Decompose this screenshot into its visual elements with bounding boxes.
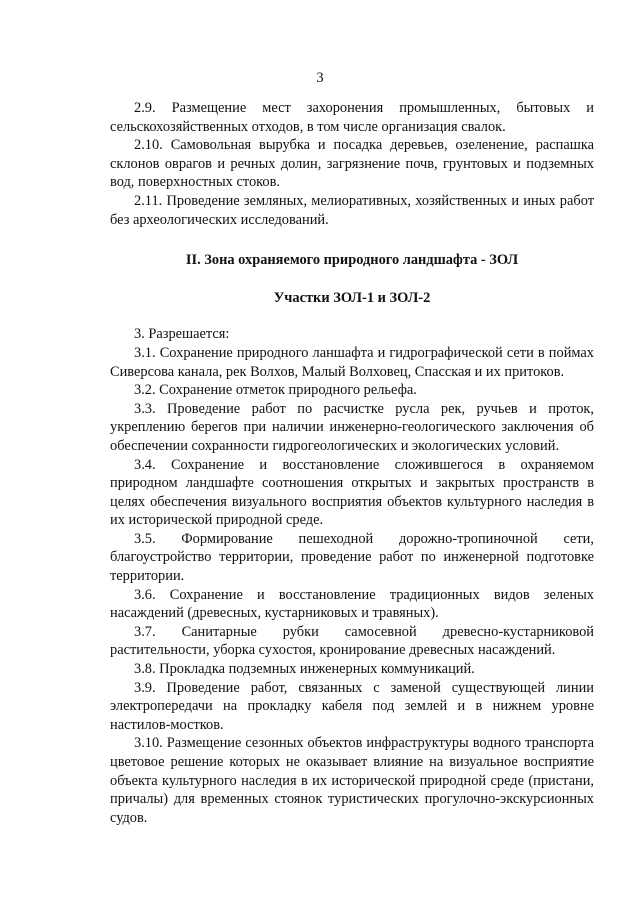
section-title: II. Зона охраняемого природного ландшафта - ЗОЛ bbox=[185, 252, 519, 269]
page-number: 3 bbox=[316, 70, 324, 86]
paragraph-2-9: 2.9. Размещение мест захоронения промышленных, бытовых и сельскохозяйственных отходов, в том числе организация свалок. bbox=[110, 100, 594, 135]
allowed-heading: 3. Разрешается: bbox=[134, 326, 230, 343]
paragraph-2-11: 2.11. Проведение земляных, мелиоративных, хозяйственных и иных работ без археологических исследований. bbox=[110, 192, 594, 228]
paragraph-3-7: 3.7. Санитарные рубки самосевной древесно-кустарниковой растительности, уборка сухостоя, кронирование древесных насаждений. bbox=[110, 623, 594, 659]
paragraph-3-9: 3.9. Проведение работ, связанных с заменой существующей линии электропередачи на прокладку кабеля под землей и в нижнем уровне настилов-мостков. bbox=[110, 679, 594, 733]
paragraph-3-2: 3.2. Сохранение отметок природного рельефа. bbox=[134, 382, 417, 399]
paragraph-3-10: 3.10. Размещение сезонных объектов инфраструктуры водного транспорта цветовое решение которых не оказывает влияние на визуальное восприятие объекта культурного наследия в их исторической природной среде (пристани, причалы) для временных стоянок туристических прогулочно-экскурсионных судов. bbox=[110, 735, 594, 826]
paragraph-3-1: 3.1. Сохранение природного ланшафта и гидрографической сети в поймах Сиверсова канала, рек Волхов, Малый Волховец, Спасская и их притоков. bbox=[110, 344, 594, 380]
paragraph-3-8: 3.8. Прокладка подземных инженерных коммуникаций. bbox=[134, 661, 475, 678]
paragraph-2-10: 2.10. Самовольная вырубка и посадка деревьев, озеленение, распашка склонов оврагов и речных долин, загрязнение почв, грунтовых и подземных вод, поверхностных стоков. bbox=[110, 137, 594, 191]
paragraph-3-5: 3.5. Формирование пешеходной дорожно-тропиночной сети, благоустройство территории, проведение работ по инженерной подготовке территории. bbox=[110, 530, 594, 585]
paragraph-3-3: 3.3. Проведение работ по расчистке русла рек, ручьев и проток, укреплению берегов при наличии инженерно-геологического заключения об обеспечении сохранности гидрогеологических и экологических условий. bbox=[110, 400, 594, 454]
paragraph-3-4: 3.4. Сохранение и восстановление сложившегося в охраняемом природном ландшафте соотношения открытых и закрытых пространств в целях обеспечения визуального восприятия объектов культурного наследия в их исторической природной среде. bbox=[110, 456, 594, 529]
document-body bbox=[110, 99, 594, 827]
paragraph-3-6: 3.6. Сохранение и восстановление традиционных видов зеленых насаждений (древесных, кустарниковых и травяных). bbox=[110, 586, 594, 622]
subsection-title: Участки ЗОЛ-1 и ЗОЛ-2 bbox=[273, 289, 431, 306]
